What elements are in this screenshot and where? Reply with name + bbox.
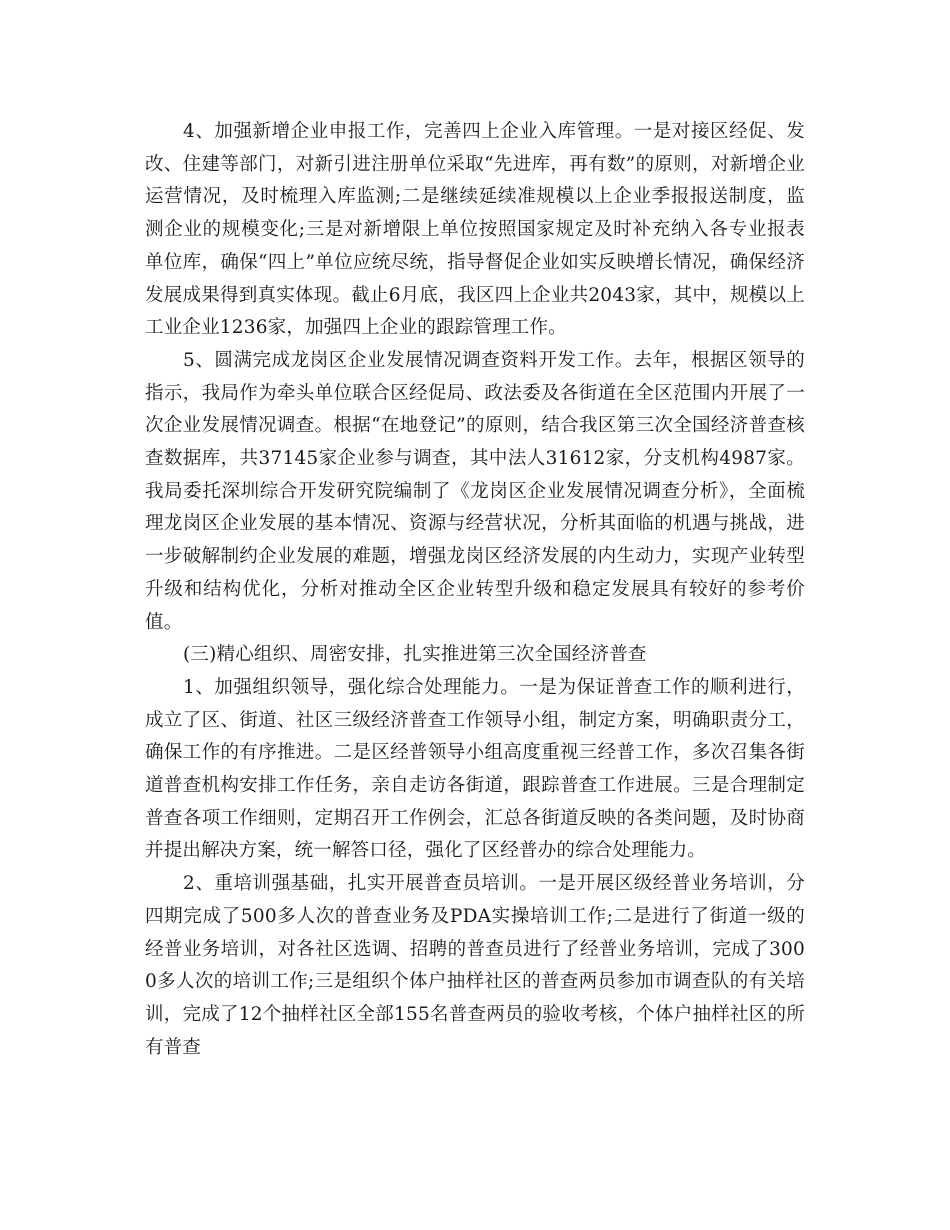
- paragraph-new-enterprise-reporting: 4、加强新增企业申报工作，完善四上企业入库管理。一是对接区经促、发改、住建等部门，对新引进注册单位采取“先进库，再有数”的原则，对新增企业运营情况，及时梳理入库监测;二是继续延续准规模以上企业季报报送制度，监测企业的规模变化;三是对新增限上单位按照国家规定及时补充纳入各专业报表单位库，确保“四上”单位应统尽统，指导督促企业如实反映增长情况，确保经济发展成果得到真实体现。截止6月底，我区四上企业共2043家，其中，规模以上工业企业1236家，加强四上企业的跟踪管理工作。: [145, 121, 805, 339]
- paragraph-organization-leadership: 1、加强组织领导，强化综合处理能力。一是为保证普查工作的顺利进行，成立了区、街道、社区三级经济普查工作领导小组，制定方案，明确职责分工，确保工作的有序推进。二是区经普领导小组高度重视三经普工作，多次召集各街道普查机构安排工作任务，亲自走访各街道，跟踪普查工作进展。三是合理制定普查各项工作细则，定期召开工作例会，汇总各街道反映的各类问题，及时协商并提出解决方案，统一解答口径，强化了区经普办的综合处理能力。: [145, 676, 805, 862]
- paragraph-census-training: 2、重培训强基础，扎实开展普查员培训。一是开展区级经普业务培训，分四期完成了500多人次的普查业务及PDA实操培训工作;二是进行了街道一级的经普业务培训，对各社区选调、招聘的普查员进行了经普业务培训，完成了3000多人次的培训工作;三是组织个体户抽样社区的普查两员参加市调查队的有关培训，完成了12个抽样社区全部155名普查两员的验收考核，个体户抽样社区的所有普查: [145, 873, 805, 1058]
- section-heading-economic-census: (三)精心组织、周密安排，扎实推进第三次全国经济普查: [183, 644, 647, 666]
- paragraph-enterprise-survey: 5、圆满完成龙岗区企业发展情况调查资料开发工作。去年，根据区领导的指示，我局作为牵头单位联合区经促局、政法委及各街道在全区范围内开展了一次企业发展情况调查。根据“在地登记”的原则，结合我区第三次全国经济普查核查数据库，共37145家企业参与调查，其中法人31612家，分支机构4987家。我局委托深圳综合开发研究院编制了《龙岗区企业发展情况调查分析》，全面梳理龙岗区企业发展的基本情况、资源与经营状况，分析其面临的机遇与挑战，进一步破解制约企业发展的难题，增强龙岗区经济发展的内生动力，实现产业转型升级和结构优化，分析对推动全区企业转型升级和稳定发展具有较好的参考价值。: [145, 349, 805, 633]
